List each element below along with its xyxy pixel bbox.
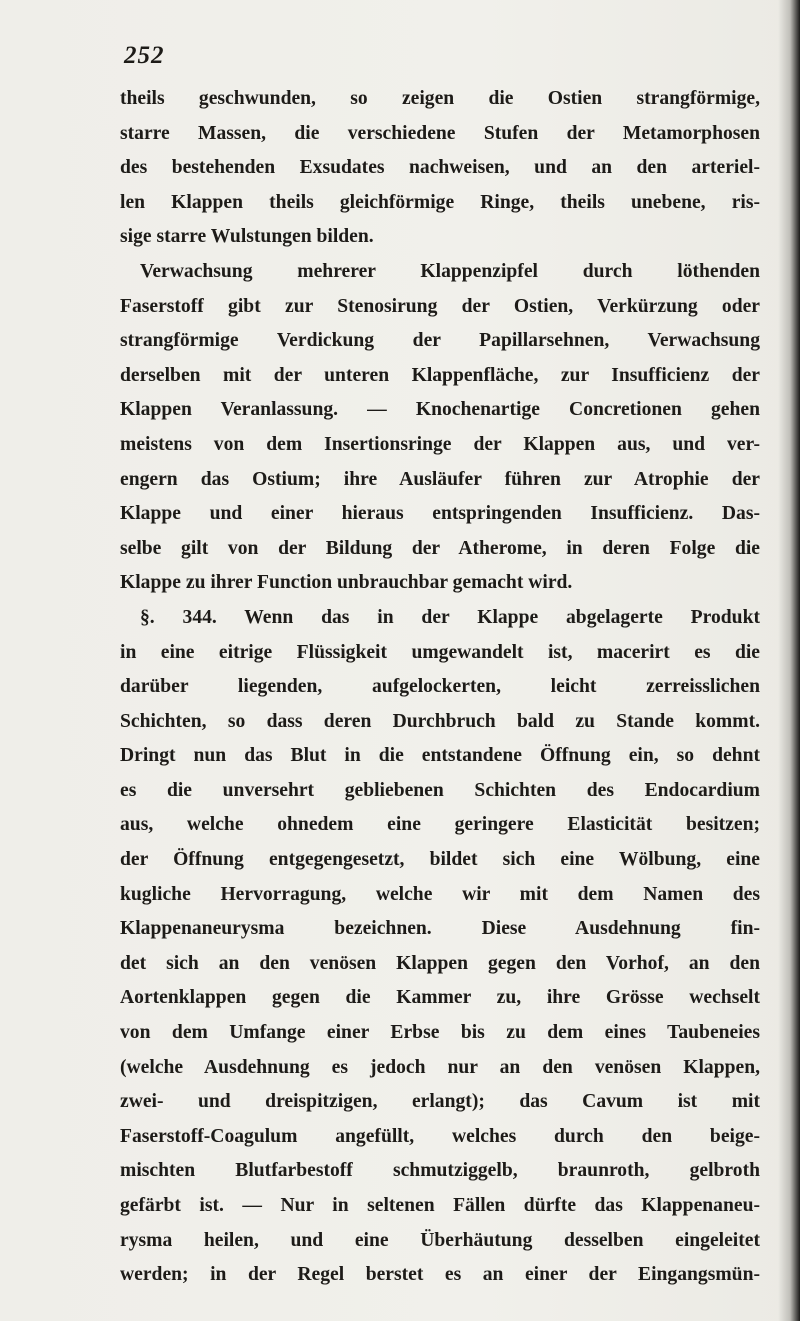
- text-line: theils geschwunden, so zeigen die Ostien strangförmige,: [120, 88, 760, 109]
- text-line: sige starre Wulstungen bilden.: [120, 226, 374, 248]
- text-line: darüber liegenden, aufgelockerten, leicht zerreisslichen: [120, 676, 760, 698]
- text-line: Faserstoff-Coagulum angefüllt, welches durch den beige-: [120, 1125, 760, 1147]
- page-edge-shadow: [778, 0, 800, 1321]
- page-number: 252: [124, 42, 165, 69]
- text-line: Verwachsung mehrerer Klappenzipfel durch löthenden: [140, 260, 760, 282]
- text-line: Klappenaneurysma bezeichnen. Diese Ausdehnung fin-: [120, 918, 760, 940]
- text-line: Klappen Veranlassung. — Knochenartige Concretionen gehen: [120, 399, 760, 421]
- text-line: aus, welche ohnedem eine geringere Elasticität besitzen;: [120, 814, 760, 836]
- text-line: starre Massen, die verschiedene Stufen der Metamorphosen: [120, 122, 760, 144]
- text-line: (welche Ausdehnung es jedoch nur an den venösen Klappen,: [120, 1056, 760, 1078]
- text-line: Klappe und einer hieraus entspringenden Insufficienz. Das-: [120, 503, 760, 525]
- text-line: Klappe zu ihrer Function unbrauchbar gemacht wird.: [120, 572, 573, 594]
- text-line: len Klappen theils gleichförmige Ringe, theils unebene, ris-: [120, 191, 760, 213]
- text-line: werden; in der Regel berstet es an einer der Eingangsmün-: [120, 1264, 760, 1286]
- section-heading-line: §. 344. Wenn das in der Klappe abgelagerte Produkt: [140, 606, 760, 628]
- text-line: strangförmige Verdickung der Papillarsehnen, Verwachsung: [120, 330, 760, 352]
- text-line: Dringt nun das Blut in die entstandene Öffnung ein, so dehnt: [120, 745, 760, 767]
- text-line: det sich an den venösen Klappen gegen den Vorhof, an den: [120, 952, 760, 974]
- text-line: Schichten, so dass deren Durchbruch bald zu Stande kommt.: [120, 710, 760, 732]
- text-line: gefärbt ist. — Nur in seltenen Fällen dürfte das Klappenaneu-: [120, 1195, 760, 1216]
- text-line: von dem Umfange einer Erbse bis zu dem eines Taubeneies: [120, 1022, 760, 1044]
- text-line: engern das Ostium; ihre Ausläufer führen zur Atrophie der: [120, 468, 760, 490]
- text-line: rysma heilen, und eine Überhäutung desselben eingeleitet: [120, 1229, 760, 1251]
- text-line: der Öffnung entgegengesetzt, bildet sich eine Wölbung, eine: [120, 849, 760, 871]
- text-line: derselben mit der unteren Klappenfläche, zur Insufficienz der: [120, 364, 760, 386]
- text-line: meistens von dem Insertionsringe der Klappen aus, und ver-: [120, 433, 760, 455]
- text-line: Faserstoff gibt zur Stenosirung der Ostien, Verkürzung oder: [120, 295, 760, 317]
- text-line: mischten Blutfarbestoff schmutziggelb, braunroth, gelbroth: [120, 1160, 760, 1182]
- body-text: [120, 82, 760, 1293]
- text-line: selbe gilt von der Bildung der Atherome, in deren Folge die: [120, 537, 760, 559]
- text-line: des bestehenden Exsudates nachweisen, und an den arteriel-: [120, 157, 760, 179]
- text-line: in eine eitrige Flüssigkeit umgewandelt ist, macerirt es die: [120, 641, 760, 663]
- text-line: es die unversehrt gebliebenen Schichten des Endocardium: [120, 779, 760, 801]
- text-line: zwei- und dreispitzigen, erlangt); das Cavum ist mit: [120, 1091, 760, 1113]
- text-line: Aortenklappen gegen die Kammer zu, ihre Grösse wechselt: [120, 987, 760, 1009]
- text-line: kugliche Hervorragung, welche wir mit dem Namen des: [120, 883, 760, 905]
